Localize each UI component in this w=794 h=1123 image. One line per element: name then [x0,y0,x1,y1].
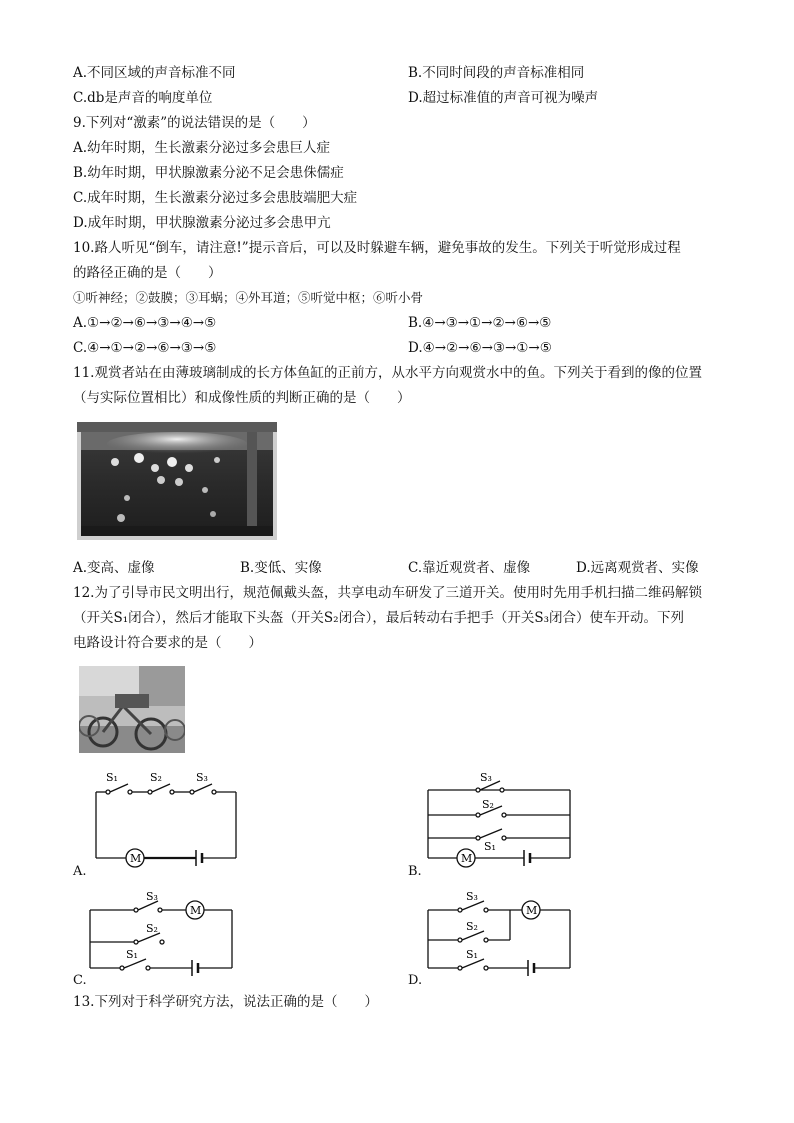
q9-option-a: A.幼年时期，生长激素分泌过多会患巨人症 [73,140,331,156]
circuit-a-label: A. [73,864,87,879]
q10-option-a: A.①→②→⑥→③→④→⑤ [73,315,217,331]
q11-option-a: A.变高、虚像 [73,560,155,576]
q10-stem-line-2: 的路径正确的是（ ） [73,265,222,281]
fish-tank-photo [77,422,277,540]
q9-stem: 9.下列对“激素”的说法错误的是（ ） [73,115,316,131]
circuit-c-motor-symbol: M [190,904,202,917]
circuit-b-s3-label: S₃ [480,771,492,784]
q10-stem-line-1: 10.路人听见“倒车，请注意!”提示音后，可以及时躲避车辆，避免事故的发生。下列关于听觉形成过程 [73,240,681,256]
q11-option-d: D.远离观赏者、实像 [576,560,699,576]
q12-stem-line-3: 电路设计符合要求的是（ ） [73,635,262,651]
circuit-a-motor-symbol: M [130,852,142,865]
q12-stem-line-2: （开关S₁闭合），然后才能取下头盔（开关S₂闭合），最后转动右手把手（开关S₃闭合）使车开动。下列 [73,610,684,626]
q11-stem-line-1: 11.观赏者站在由薄玻璃制成的长方体鱼缸的正前方，从水平方向观赏水中的鱼。下列关于看到的像的位置 [73,365,702,381]
q9-option-b: B.幼年时期，甲状腺激素分泌不足会患侏儒症 [73,165,344,181]
circuit-d-motor-symbol: M [526,904,538,917]
circuit-d-s2-label: S₂ [466,920,478,933]
circuit-d-s1-label: S₁ [466,948,478,961]
q8-option-d: D.超过标准值的声音可视为噪声 [408,90,599,106]
q11-option-b: B.变低、实像 [240,560,322,576]
q12-stem-line-1: 12.为了引导市民文明出行，规范佩戴头盔，共享电动车研发了三道开关。使用时先用手机扫描二维码解锁 [73,585,702,601]
circuit-d-s3-label: S₃ [466,890,478,903]
circuit-c-s1-label: S₁ [126,948,138,961]
circuit-c-s3-label: S₃ [146,890,158,903]
circuit-b-motor-symbol: M [461,852,473,865]
q8-option-b: B.不同时间段的声音标准相同 [408,65,585,81]
q10-option-d: D.④→②→⑥→③→①→⑤ [408,340,552,356]
q11-stem-line-2: （与实际位置相比）和成像性质的判断正确的是（ ） [73,390,411,406]
q10-option-c: C.④→①→②→⑥→③→⑤ [73,340,217,356]
q9-option-c: C.成年时期，生长激素分泌过多会患肢端肥大症 [73,190,358,206]
q13-stem: 13.下列对于科学研究方法，说法正确的是（ ） [73,994,378,1010]
q9-option-d: D.成年时期，甲状腺激素分泌过多会患甲亢 [73,215,331,231]
circuit-a-s2-label: S₂ [150,771,162,784]
q10-items: ①听神经；②鼓膜；③耳蜗；④外耳道；⑤听觉中枢；⑥听小骨 [73,290,424,305]
q11-option-c: C.靠近观赏者、虚像 [408,560,531,576]
circuit-diagram-b [420,768,580,868]
circuit-c-label: C. [73,973,87,988]
circuit-diagram-d [420,886,580,976]
circuit-a-s1-label: S₁ [106,771,118,784]
circuit-b-label: B. [408,864,422,879]
q10-option-b: B.④→③→①→②→⑥→⑤ [408,315,552,331]
circuit-b-s1-label: S₁ [484,840,496,853]
circuit-c-s2-label: S₂ [146,922,158,935]
q8-option-c: C.db是声音的响度单位 [73,90,213,106]
circuit-diagram-a [80,768,250,868]
circuit-b-s2-label: S₂ [482,798,494,811]
circuit-diagram-c [80,886,250,976]
q8-option-a: A.不同区域的声音标准不同 [73,65,236,81]
circuit-d-label: D. [408,973,423,988]
shared-ebike-photo [79,666,185,753]
circuit-a-s3-label: S₃ [196,771,208,784]
